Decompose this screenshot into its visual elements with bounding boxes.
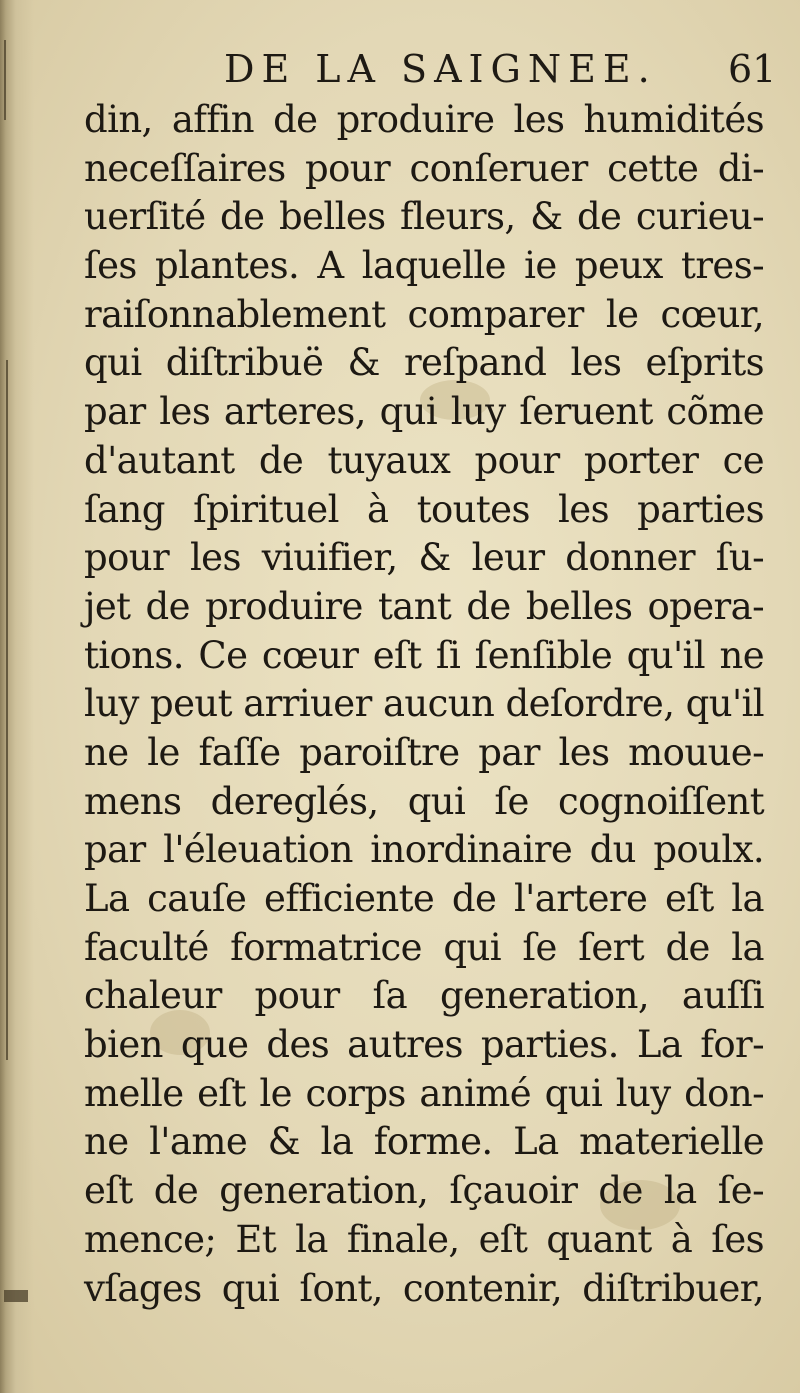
text-line: vſages qui ſont, contenir, diſtribuer, — [84, 1266, 764, 1310]
text-line: melle eſt le corps animé qui luy don- — [84, 1071, 764, 1115]
text-line: raiſonnablement comparer le cœur, — [84, 292, 764, 336]
text-line: par l'éleuation inordinaire du poulx. — [84, 828, 764, 872]
text-line: ſes plantes. A laquelle ie peux tres- — [84, 244, 764, 288]
text-line: mens dereglés, qui ſe cognoiſſent — [84, 779, 764, 823]
text-line: par les arteres, qui luy ſeruent cõme — [84, 390, 764, 434]
text-line: uerſité de belles fleurs, & de curieu- — [84, 195, 764, 239]
text-line: ne le faſſe paroiſtre par les mouue- — [84, 730, 764, 774]
text-line: neceſſaires pour conſeruer cette di- — [84, 146, 764, 190]
text-line: tions. Ce cœur eſt ſi ſenſible qu'il ne — [84, 633, 764, 677]
text-line: chaleur pour ſa generation, auſſi — [84, 974, 764, 1018]
text-line: din, affin de produire les humidités — [84, 98, 764, 141]
page-number: 61 — [728, 47, 777, 91]
text-line: faculté formatrice qui ſe ſert de la — [84, 925, 764, 969]
text-line: pour les viuifier, & leur donner ſu- — [84, 536, 764, 580]
gutter-shadow-line — [6, 360, 8, 1060]
text-line: bien que des autres parties. La for- — [84, 1023, 764, 1067]
running-head: DE LA SAIGNEE. — [224, 47, 657, 91]
text-line: eſt de generation, ſçauoir de la ſe- — [84, 1169, 764, 1213]
text-line: jet de produire tant de belles opera- — [84, 584, 764, 628]
text-line: mence; Et la finale, eſt quant à ſes — [84, 1217, 764, 1261]
text-line: ſang ſpirituel à toutes les parties — [84, 487, 764, 531]
gutter-shadow-line — [4, 1290, 28, 1302]
text-line: d'autant de tuyaux pour porter ce — [84, 438, 764, 482]
text-line: ne l'ame & la forme. La materielle — [84, 1120, 764, 1164]
text-line: La cauſe efficiente de l'artere eſt la — [84, 877, 764, 920]
text-line: qui diſtribuë & reſpand les eſprits — [84, 341, 764, 385]
page-header — [0, 44, 800, 94]
binding-gutter — [0, 0, 34, 1393]
body-text — [84, 96, 764, 1313]
text-line: luy peut arriuer aucun deſordre, qu'il — [84, 682, 764, 726]
